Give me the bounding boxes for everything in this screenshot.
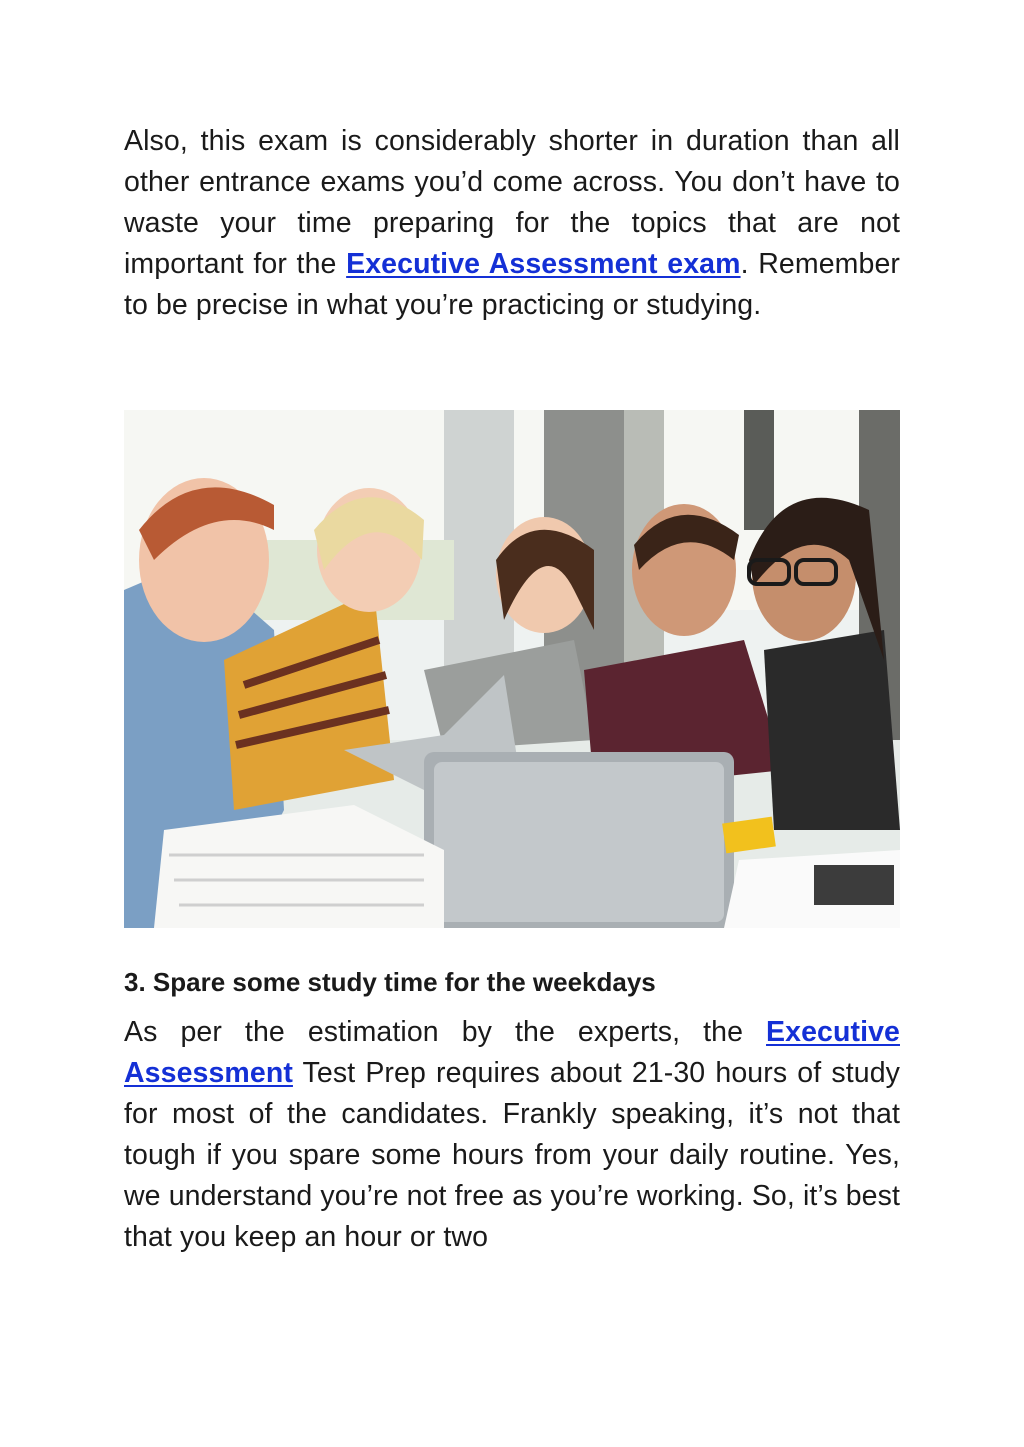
paragraph-exam-duration: [124, 121, 900, 326]
paragraph-2-text-start: As per the estimation by the experts, the: [124, 1016, 767, 1048]
paragraph-study-time: [124, 1012, 900, 1258]
photo-illustration: [124, 410, 900, 928]
paragraph-2-text-end: Test Prep requires about 21-30 hours of study for most of the candidates. Frankly speaking, it’s not that tough if you spare some hours from your daily routine. Yes, we understand you’re not free as you’re working. So, it’s best that you keep an hour or two: [124, 1057, 900, 1253]
executive-assessment-link[interactable]: Executive Assessment: [124, 1016, 900, 1089]
paragraph-1-text-end: . Remember to be precise in what you’re practicing or studying.: [124, 248, 900, 321]
paragraph-1-text-start: Also, this exam is considerably shorter in duration than all other entrance exams you’d come across. You don’t have to waste your time preparing for the topics that are not important for the: [124, 125, 900, 280]
section-heading: 3. Spare some study time for the weekdays: [124, 967, 656, 997]
students-studying-photo: [124, 410, 900, 928]
executive-assessment-exam-link[interactable]: Executive Assessment exam: [346, 248, 741, 280]
